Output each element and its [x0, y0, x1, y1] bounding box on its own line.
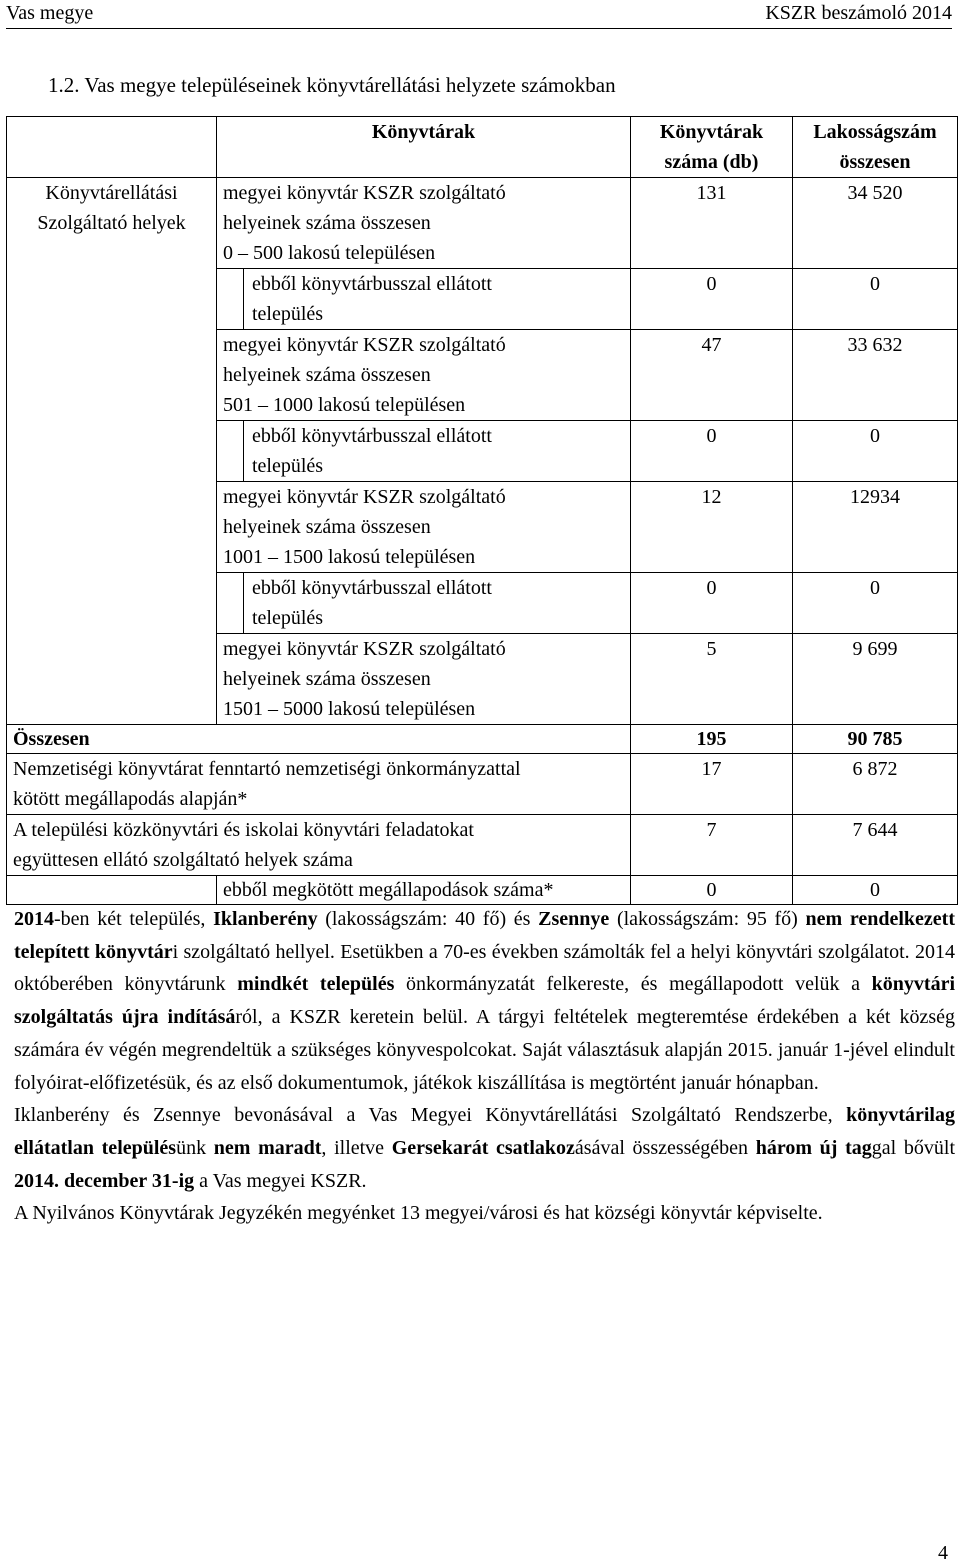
row-sub-count: 0	[631, 269, 793, 330]
row-population: 9 699	[793, 634, 958, 725]
header-count: Könyvtárak száma (db)	[631, 117, 793, 178]
row-sub-count: 0	[631, 421, 793, 482]
row-count: 12	[631, 482, 793, 573]
page-header	[6, 0, 952, 29]
kozkonyvtari-population: 7 644	[793, 815, 958, 876]
page-number: 4	[938, 1542, 948, 1564]
header-population: Lakosságszám összesen	[793, 117, 958, 178]
total-population: 90 785	[793, 725, 958, 754]
header-left: Vas megye	[6, 2, 94, 24]
table-header-row	[7, 117, 958, 178]
row-description: megyei könyvtár KSZR szolgáltató helyeinek száma összesen 501 – 1000 lakosú településen	[217, 330, 631, 421]
row-sub-population: 0	[793, 421, 958, 482]
row-description: megyei könyvtár KSZR szolgáltató helyeinek száma összesen 1001 – 1500 lakosú településen	[217, 482, 631, 573]
row-population: 33 632	[793, 330, 958, 421]
megallapodas-spacer	[7, 876, 217, 905]
nemzetisegi-population: 6 872	[793, 754, 958, 815]
row-population: 34 520	[793, 178, 958, 269]
header-empty-cell	[7, 117, 217, 178]
megallapodas-population: 0	[793, 876, 958, 905]
row-sub-description: ebből könyvtárbusszal ellátott település	[217, 269, 631, 330]
kozkonyvtari-description: A települési közkönyvtári és iskolai könyvtári feladatokat együttesen ellátó szolgáltató helyek száma	[7, 815, 631, 876]
header-right: KSZR beszámoló 2014	[765, 2, 952, 24]
row-sub-description: ebből könyvtárbusszal ellátott település	[217, 573, 631, 634]
row-count: 5	[631, 634, 793, 725]
nemzetisegi-description: Nemzetiségi könyvtárat fenntartó nemzetiségi önkormányzattal kötött megállapodás alapján*	[7, 754, 631, 815]
total-count: 195	[631, 725, 793, 754]
row-count: 47	[631, 330, 793, 421]
row-description: megyei könyvtár KSZR szolgáltató helyeinek száma összesen 0 – 500 lakosú településen	[217, 178, 631, 269]
header-libraries: Könyvtárak	[217, 117, 631, 178]
row-population: 12934	[793, 482, 958, 573]
library-table	[6, 116, 958, 905]
kozkonyvtari-count: 7	[631, 815, 793, 876]
table-row	[7, 178, 958, 269]
side-label: Könyvtárellátási Szolgáltató helyek	[7, 178, 217, 725]
total-row	[7, 725, 958, 754]
megallapodas-label: ebből megkötött megállapodások száma*	[217, 876, 631, 905]
row-sub-count: 0	[631, 573, 793, 634]
table-row	[7, 815, 958, 876]
nemzetisegi-count: 17	[631, 754, 793, 815]
paragraph-2: Iklanberény és Zsennye bevonásával a Vas Megyei Könyvtárellátási Szolgáltató Rendszerbe, könyvtárilag ellátatlan településünk nem maradt, illetve Gersekarát csatlakozásával összességében három új taggal bővült 2014. december 31-ig a Vas megyei KSZR.	[14, 1104, 956, 1192]
row-sub-description: ebből könyvtárbusszal ellátott település	[217, 421, 631, 482]
section-heading: 1.2. Vas megye településeinek könyvtárellátási helyzete számokban	[48, 73, 616, 97]
total-label: Összesen	[7, 725, 631, 754]
paragraph-1: 2014-ben két település, Iklanberény (lakosságszám: 40 fő) és Zsennye (lakosságszám: 95 fő) nem rendelkezett telepített könyvtári szolgáltató hellyel. Esetükben a 70-es években számolták fel a helyi könyvtári szolgálatot. 2014 októberében könyvtárunk mindkét település önkormányzatát felkereste, és megállapodott velük a könyvtári szolgáltatás újra indításáról, a KSZR keretein belül. A tárgyi feltételek megteremtése érdekében a két község számára év végén megrendeltük a szükséges könyvespolcokat. Saját választásuk alapján 2015. január 1-jével elindult folyóirat-előfizetésük, és az első dokumentumok, játékok kiszállítása is megtörtént január hónapban.	[14, 908, 956, 1094]
table-row	[7, 754, 958, 815]
row-sub-population: 0	[793, 573, 958, 634]
table-row	[7, 876, 958, 905]
megallapodas-count: 0	[631, 876, 793, 905]
row-sub-population: 0	[793, 269, 958, 330]
row-description: megyei könyvtár KSZR szolgáltató helyeinek száma összesen 1501 – 5000 lakosú településen	[217, 634, 631, 725]
body-text	[14, 903, 955, 1230]
row-count: 131	[631, 178, 793, 269]
paragraph-3: A Nyilvános Könyvtárak Jegyzékén megyénket 13 megyei/városi és hat községi könyvtár képviselte.	[14, 1202, 823, 1225]
